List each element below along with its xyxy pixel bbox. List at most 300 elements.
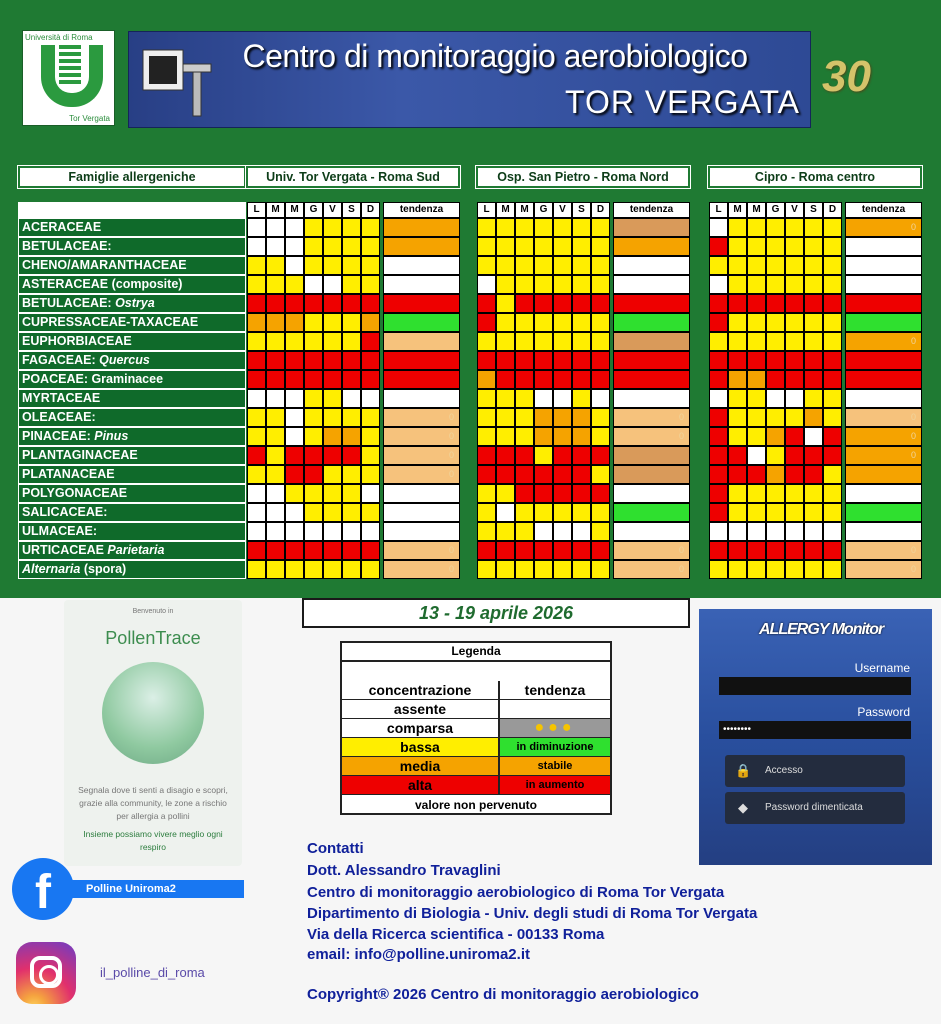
concentration-cell: [323, 427, 342, 446]
contacts-heading: Contatti: [307, 840, 364, 857]
day-header: G: [766, 202, 785, 218]
data-row: [247, 256, 460, 275]
concentration-cell: [804, 237, 823, 256]
concentration-cell: [477, 522, 496, 541]
date-range: 13 - 19 aprile 2026: [302, 598, 690, 628]
concentration-cell: [553, 218, 572, 237]
concentration-cell: [361, 408, 380, 427]
concentration-cell: [534, 408, 553, 427]
concentration-cell: [247, 294, 266, 313]
concentration-cell: [766, 503, 785, 522]
day-header: D: [823, 202, 842, 218]
concentration-cell: [804, 313, 823, 332]
dots-icon: ●●●: [534, 719, 576, 736]
concentration-cell: [342, 256, 361, 275]
concentration-cell: [553, 370, 572, 389]
data-row: [477, 465, 690, 484]
concentration-cell: [266, 541, 285, 560]
username-input[interactable]: [719, 677, 911, 695]
trend-cell: [383, 237, 460, 256]
concentration-cell: [247, 522, 266, 541]
concentration-cell: [591, 427, 610, 446]
concentration-cell: [304, 275, 323, 294]
concentration-cell: [823, 313, 842, 332]
legend-trend: in diminuzione: [498, 738, 610, 757]
concentration-cell: [323, 389, 342, 408]
concentration-cell: [496, 370, 515, 389]
concentration-cell: [553, 522, 572, 541]
concentration-cell: [534, 294, 553, 313]
trend-cell: 0: [383, 446, 460, 465]
concentration-cell: [766, 370, 785, 389]
logo-top-text: Università di Roma: [25, 33, 93, 42]
trend-cell: 0: [613, 541, 690, 560]
concentration-cell: [823, 541, 842, 560]
forgot-password-button[interactable]: [725, 792, 905, 824]
concentration-cell: [747, 237, 766, 256]
instagram-link[interactable]: il_polline_di_roma: [100, 965, 205, 980]
trend-cell: [613, 465, 690, 484]
concentration-cell: [342, 503, 361, 522]
concentration-cell: [553, 389, 572, 408]
concentration-cell: [785, 522, 804, 541]
concentration-cell: [496, 465, 515, 484]
concentration-cell: [285, 503, 304, 522]
pollentrace-app[interactable]: [64, 600, 242, 866]
data-row: [709, 522, 922, 541]
concentration-cell: [477, 484, 496, 503]
concentration-cell: [323, 237, 342, 256]
concentration-cell: [572, 560, 591, 579]
data-row: [247, 370, 460, 389]
concentration-cell: [553, 313, 572, 332]
week-number: 30: [822, 52, 871, 101]
concentration-cell: [323, 560, 342, 579]
data-row: [477, 560, 690, 579]
concentration-cell: [728, 351, 747, 370]
trend-cell: [613, 351, 690, 370]
concentration-cell: [572, 256, 591, 275]
concentration-cell: [553, 484, 572, 503]
data-row: [477, 294, 690, 313]
concentration-cell: [553, 446, 572, 465]
data-row: [247, 465, 460, 484]
concentration-cell: [342, 218, 361, 237]
legend-level: assente: [342, 700, 498, 719]
concentration-cell: [785, 427, 804, 446]
concentration-cell: [266, 446, 285, 465]
day-header: V: [323, 202, 342, 218]
concentration-cell: [804, 351, 823, 370]
concentration-cell: [266, 408, 285, 427]
concentration-cell: [804, 560, 823, 579]
families-column: [18, 202, 246, 579]
concentration-cell: [823, 465, 842, 484]
concentration-cell: [534, 351, 553, 370]
trend-header: tendenza: [613, 202, 690, 218]
day-header: D: [591, 202, 610, 218]
data-row: [709, 275, 922, 294]
day-header: M: [747, 202, 766, 218]
concentration-cell: [342, 560, 361, 579]
concentration-cell: [728, 313, 747, 332]
concentration-cell: [515, 522, 534, 541]
concentration-cell: [785, 484, 804, 503]
concentration-cell: [496, 294, 515, 313]
concentration-cell: [785, 503, 804, 522]
concentration-cell: [804, 427, 823, 446]
day-header: G: [534, 202, 553, 218]
concentration-cell: [304, 522, 323, 541]
data-row: [247, 218, 460, 237]
trend-cell: 0: [383, 427, 460, 446]
title-banner: [128, 31, 811, 128]
concentration-cell: [515, 408, 534, 427]
concentration-cell: [709, 465, 728, 484]
concentration-cell: [285, 351, 304, 370]
copyright: Copyright® 2026 Centro di monitoraggio aerobiologico: [307, 986, 699, 1003]
day-header: S: [342, 202, 361, 218]
data-row: [477, 256, 690, 275]
concentration-cell: [266, 256, 285, 275]
concentration-cell: [361, 275, 380, 294]
legend-footer: valore non pervenuto: [414, 798, 538, 812]
concentration-cell: [515, 389, 534, 408]
trend-cell: 0: [383, 541, 460, 560]
concentration-cell: [304, 218, 323, 237]
concentration-cell: [323, 446, 342, 465]
concentration-cell: [709, 351, 728, 370]
concentration-cell: [515, 427, 534, 446]
concentration-cell: [709, 294, 728, 313]
data-row: [247, 351, 460, 370]
university-logo: [22, 30, 115, 126]
trend-cell: [845, 465, 922, 484]
concentration-cell: [728, 275, 747, 294]
concentration-cell: [496, 541, 515, 560]
concentration-cell: [342, 427, 361, 446]
concentration-cell: [747, 389, 766, 408]
data-row: [709, 256, 922, 275]
concentration-cell: [496, 484, 515, 503]
instagram-icon[interactable]: [16, 942, 76, 1004]
concentration-cell: [534, 541, 553, 560]
concentration-cell: [591, 351, 610, 370]
concentration-cell: [804, 370, 823, 389]
data-row: [477, 389, 690, 408]
concentration-cell: [553, 256, 572, 275]
trend-cell: [845, 370, 922, 389]
concentration-cell: [304, 332, 323, 351]
concentration-cell: [591, 389, 610, 408]
concentration-cell: [477, 560, 496, 579]
concentration-cell: [747, 560, 766, 579]
concentration-cell: [804, 294, 823, 313]
trend-cell: 0: [613, 560, 690, 579]
concentration-cell: [747, 218, 766, 237]
concentration-cell: [266, 560, 285, 579]
concentration-cell: [534, 503, 553, 522]
concentration-cell: [477, 541, 496, 560]
concentration-cell: [477, 275, 496, 294]
family-row: MYRTACEAE: [18, 389, 246, 408]
concentration-cell: [766, 446, 785, 465]
concentration-cell: [515, 370, 534, 389]
logo-bars: [59, 45, 81, 85]
concentration-cell: [804, 484, 823, 503]
concentration-cell: [496, 560, 515, 579]
concentration-cell: [709, 389, 728, 408]
concentration-cell: [591, 446, 610, 465]
concentration-cell: [247, 351, 266, 370]
concentration-cell: [304, 351, 323, 370]
concentration-cell: [553, 541, 572, 560]
concentration-cell: [728, 294, 747, 313]
pollentrace-slogan: Insieme possiamo vivere meglio ogni respiro: [83, 829, 223, 852]
concentration-cell: [785, 313, 804, 332]
concentration-cell: [766, 237, 785, 256]
concentration-cell: [496, 408, 515, 427]
concentration-cell: [496, 522, 515, 541]
concentration-cell: [304, 408, 323, 427]
concentration-cell: [323, 275, 342, 294]
trend-cell: [383, 256, 460, 275]
concentration-cell: [304, 541, 323, 560]
concentration-cell: [266, 351, 285, 370]
concentration-cell: [785, 541, 804, 560]
pollentrace-name: PollenTrace: [105, 628, 201, 648]
concentration-cell: [361, 484, 380, 503]
concentration-cell: [496, 256, 515, 275]
trend-cell: [613, 294, 690, 313]
station-header-centro: Cipro - Roma centro: [708, 166, 922, 188]
login-button[interactable]: [725, 755, 905, 787]
forgot-label: Password dimenticata: [765, 802, 863, 813]
trend-cell: [613, 446, 690, 465]
concentration-cell: [553, 332, 572, 351]
concentration-cell: [342, 370, 361, 389]
concentration-cell: [515, 275, 534, 294]
concentration-cell: [747, 275, 766, 294]
grid-tor-vergata: [247, 202, 460, 579]
data-row: [477, 427, 690, 446]
concentration-cell: [496, 446, 515, 465]
concentration-cell: [553, 237, 572, 256]
data-row: [247, 427, 460, 446]
concentration-cell: [823, 218, 842, 237]
concentration-cell: [285, 427, 304, 446]
concentration-cell: [285, 332, 304, 351]
concentration-cell: [477, 351, 496, 370]
concentration-cell: [766, 560, 785, 579]
trend-cell: 0: [845, 541, 922, 560]
legend-trend: [498, 700, 610, 719]
data-row: [247, 541, 460, 560]
data-row: [709, 503, 922, 522]
concentration-cell: [553, 351, 572, 370]
data-row: [477, 484, 690, 503]
allergy-monitor-app[interactable]: [699, 609, 932, 865]
concentration-cell: [342, 522, 361, 541]
concentration-cell: [591, 560, 610, 579]
concentration-cell: [247, 465, 266, 484]
trend-cell: [613, 237, 690, 256]
concentration-cell: [477, 389, 496, 408]
concentration-cell: [247, 313, 266, 332]
data-row: [709, 351, 922, 370]
concentration-cell: [515, 218, 534, 237]
concentration-cell: [747, 541, 766, 560]
legend-trend: stabile: [498, 757, 610, 776]
data-row: [247, 503, 460, 522]
trend-cell: [613, 389, 690, 408]
trend-cell: [845, 275, 922, 294]
concentration-cell: [285, 218, 304, 237]
grid-san-pietro: [477, 202, 690, 579]
concentration-cell: [247, 256, 266, 275]
concentration-cell: [342, 389, 361, 408]
day-header: M: [496, 202, 515, 218]
concentration-cell: [323, 313, 342, 332]
concentration-cell: [823, 256, 842, 275]
banner-title: Centro di monitoraggio aerobiologico: [242, 38, 748, 74]
concentration-cell: [323, 541, 342, 560]
trend-cell: [613, 256, 690, 275]
contact-email[interactable]: email: info@polline.uniroma2.it: [307, 946, 530, 963]
concentration-cell: [823, 389, 842, 408]
concentration-cell: [804, 465, 823, 484]
concentration-cell: [709, 446, 728, 465]
legend-concentration-header: concentrazione: [342, 681, 498, 700]
concentration-cell: [553, 408, 572, 427]
concentration-cell: [709, 503, 728, 522]
concentration-cell: [361, 256, 380, 275]
facebook-link[interactable]: Polline Uniroma2: [72, 880, 244, 898]
day-header: L: [477, 202, 496, 218]
data-row: [709, 446, 922, 465]
concentration-cell: [591, 370, 610, 389]
data-row: [247, 522, 460, 541]
trend-cell: [383, 503, 460, 522]
concentration-cell: [323, 351, 342, 370]
concentration-cell: [785, 256, 804, 275]
concentration-cell: [534, 465, 553, 484]
day-header: V: [785, 202, 804, 218]
concentration-cell: [304, 446, 323, 465]
concentration-cell: [285, 446, 304, 465]
concentration-cell: [823, 332, 842, 351]
data-row: [247, 408, 460, 427]
facebook-icon[interactable]: f: [12, 858, 74, 920]
concentration-cell: [323, 522, 342, 541]
concentration-cell: [709, 256, 728, 275]
concentration-cell: [766, 351, 785, 370]
concentration-cell: [361, 446, 380, 465]
trend-cell: [383, 218, 460, 237]
concentration-cell: [823, 275, 842, 294]
concentration-cell: [361, 351, 380, 370]
concentration-cell: [591, 541, 610, 560]
data-row: [709, 218, 922, 237]
concentration-cell: [342, 484, 361, 503]
concentration-cell: [323, 484, 342, 503]
concentration-cell: [361, 465, 380, 484]
concentration-cell: [496, 218, 515, 237]
concentration-cell: [323, 218, 342, 237]
family-row: ULMACEAE:: [18, 522, 246, 541]
station-header-sud: Univ. Tor Vergata - Roma Sud: [246, 166, 460, 188]
concentration-cell: [515, 465, 534, 484]
concentration-cell: [572, 294, 591, 313]
legend-trend-header: tendenza: [498, 681, 610, 700]
concentration-cell: [728, 237, 747, 256]
concentration-cell: [266, 370, 285, 389]
data-row: [477, 275, 690, 294]
family-row: SALICACEAE:: [18, 503, 246, 522]
concentration-cell: [323, 503, 342, 522]
concentration-cell: [304, 237, 323, 256]
data-row: [477, 541, 690, 560]
concentration-cell: [766, 427, 785, 446]
family-row: URTICACEAE Parietaria: [18, 541, 246, 560]
legend-level: alta: [342, 776, 498, 795]
trend-cell: [383, 370, 460, 389]
concentration-cell: [747, 522, 766, 541]
concentration-cell: [496, 237, 515, 256]
data-row: [477, 218, 690, 237]
concentration-cell: [823, 370, 842, 389]
concentration-cell: [728, 408, 747, 427]
password-input[interactable]: ••••••••: [719, 721, 911, 739]
trend-cell: 0: [845, 408, 922, 427]
concentration-cell: [342, 446, 361, 465]
contact-name: Dott. Alessandro Travaglini: [307, 862, 501, 879]
concentration-cell: [304, 389, 323, 408]
concentration-cell: [515, 332, 534, 351]
concentration-cell: [572, 237, 591, 256]
data-row: [709, 560, 922, 579]
concentration-cell: [477, 503, 496, 522]
trend-cell: [383, 332, 460, 351]
concentration-cell: [591, 313, 610, 332]
concentration-cell: [747, 446, 766, 465]
concentration-cell: [823, 446, 842, 465]
trend-cell: [383, 351, 460, 370]
concentration-cell: [785, 332, 804, 351]
concentration-cell: [266, 237, 285, 256]
concentration-cell: [804, 389, 823, 408]
concentration-cell: [785, 560, 804, 579]
concentration-cell: [709, 408, 728, 427]
day-header: S: [804, 202, 823, 218]
trend-cell: [845, 294, 922, 313]
concentration-cell: [823, 408, 842, 427]
concentration-cell: [304, 427, 323, 446]
concentration-cell: [572, 332, 591, 351]
legend-level: media: [342, 757, 498, 776]
concentration-cell: [804, 446, 823, 465]
trend-cell: [845, 351, 922, 370]
data-row: [709, 541, 922, 560]
concentration-cell: [266, 389, 285, 408]
concentration-cell: [747, 484, 766, 503]
data-row: [709, 294, 922, 313]
concentration-cell: [785, 294, 804, 313]
data-row: [709, 389, 922, 408]
concentration-cell: [323, 408, 342, 427]
concentration-cell: [515, 313, 534, 332]
concentration-cell: [304, 294, 323, 313]
